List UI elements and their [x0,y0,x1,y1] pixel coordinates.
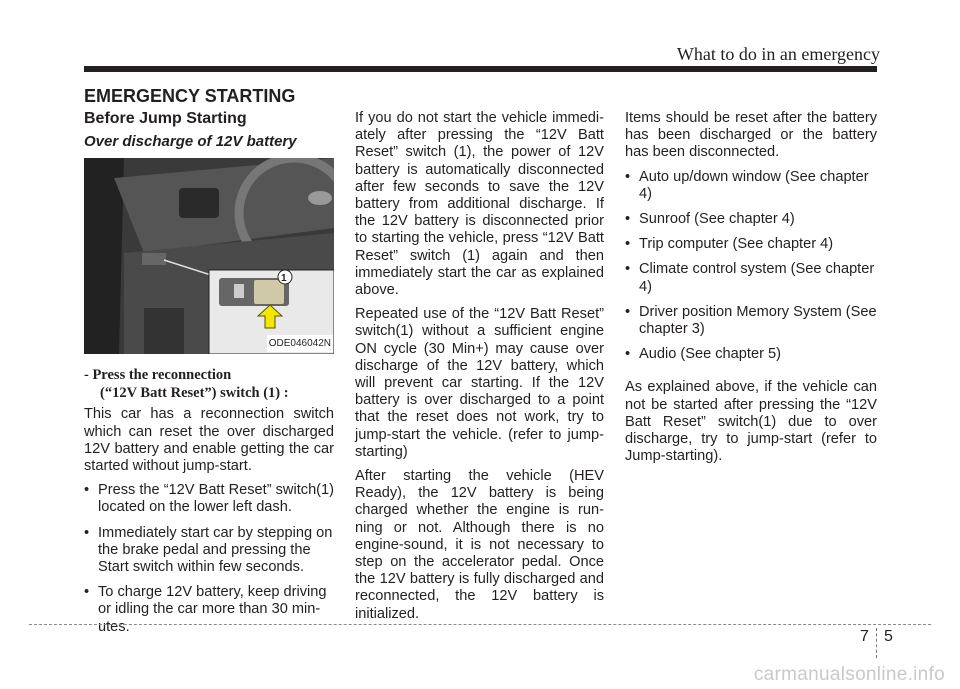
press-line-2: (“12V Batt Reset”) switch (1) : [100,385,289,402]
page-number: 5 [884,628,893,645]
section-title: EMERGENCY STARTING [84,86,296,106]
list-item: • To charge 12V battery, keep driving or idling the car more than 30 min-utes. [84,584,334,636]
list-item: • Auto up/down window (See chapter 4) [625,169,877,203]
column-3 [625,110,877,472]
list-item: • Trip computer (See chapter 4) [625,236,877,253]
subheading-over-discharge: Over discharge of 12V battery [84,133,297,151]
heading-before-jump-starting: Before Jump Starting [84,110,247,127]
column-1 [84,110,334,644]
list-item: • Press the “12V Batt Reset” switch(1) located on the lower left dash. [84,482,334,516]
running-header: What to do in an emergency [676,44,880,64]
dashboard-figure [84,158,334,354]
list-item: • Sunroof (See chapter 4) [625,211,877,228]
press-instruction [84,366,334,402]
column-2 [355,110,604,630]
list-item: • Climate control system (See chapter 4) [625,261,877,295]
footer-rule [29,624,931,625]
press-line-1: - Press the reconnection [84,367,232,384]
paragraph: Repeated use of the “12V Batt Reset” switch(1) without a sufficient engine ON cycle (30 Min+) may cause over discharge of the 12V battery, which will prevent car starting. If the 12V battery is over discharged to a point that the reset does not work, try to jump-start the vehicle. (refer to jump-starting) [355,306,604,460]
chapter-number: 7 [860,628,869,645]
watermark: carmanualsonline.info [753,664,945,685]
dashboard-illustration [84,158,334,354]
figure-caption: ODE046042N [267,335,333,352]
steps-list [84,482,334,636]
reset-items-list [625,169,877,364]
header-rule [84,66,877,72]
page-number-separator [876,628,877,658]
reset-items-intro: Items should be reset after the battery has been discharged or the battery has been disconnected. [625,110,877,161]
intro-paragraph: This car has a reconnection switch which can reset the over discharged 12V battery and enable getting the car started without jump-start. [84,406,334,475]
paragraph: If you do not start the vehicle immedi-ately after pressing the “12V Batt Reset” switch (1), the power of 12V battery is automatically disconnected after few seconds to save the 12V battery from additional discharge. If the 12V battery is disconnected prior to starting the vehicle, press “12V Batt Reset” switch (1) again and then immediately start the car as explained above. [355,110,604,299]
paragraph: After starting the vehicle (HEV Ready), the 12V battery is being charged whether the engine is run-ning or not. Although there is no engine-sound, it is not necessary to step on the accelerator pedal. Once the 12V battery is fully discharged and reconnected, the 12V battery is initialized. [355,468,604,622]
figure-callout-1: 1 [281,273,287,285]
list-item: • Audio (See chapter 5) [625,346,877,363]
list-item: • Driver position Memory System (See chapter 3) [625,304,877,338]
closing-paragraph: As explained above, if the vehicle can not be started after pressing the “12V Batt Reset” switch(1) due to over discharge, try to jump-start (refer to Jump-starting). [625,379,877,465]
list-item: • Immediately start car by stepping on the brake pedal and pressing the Start switch within few seconds. [84,525,334,577]
